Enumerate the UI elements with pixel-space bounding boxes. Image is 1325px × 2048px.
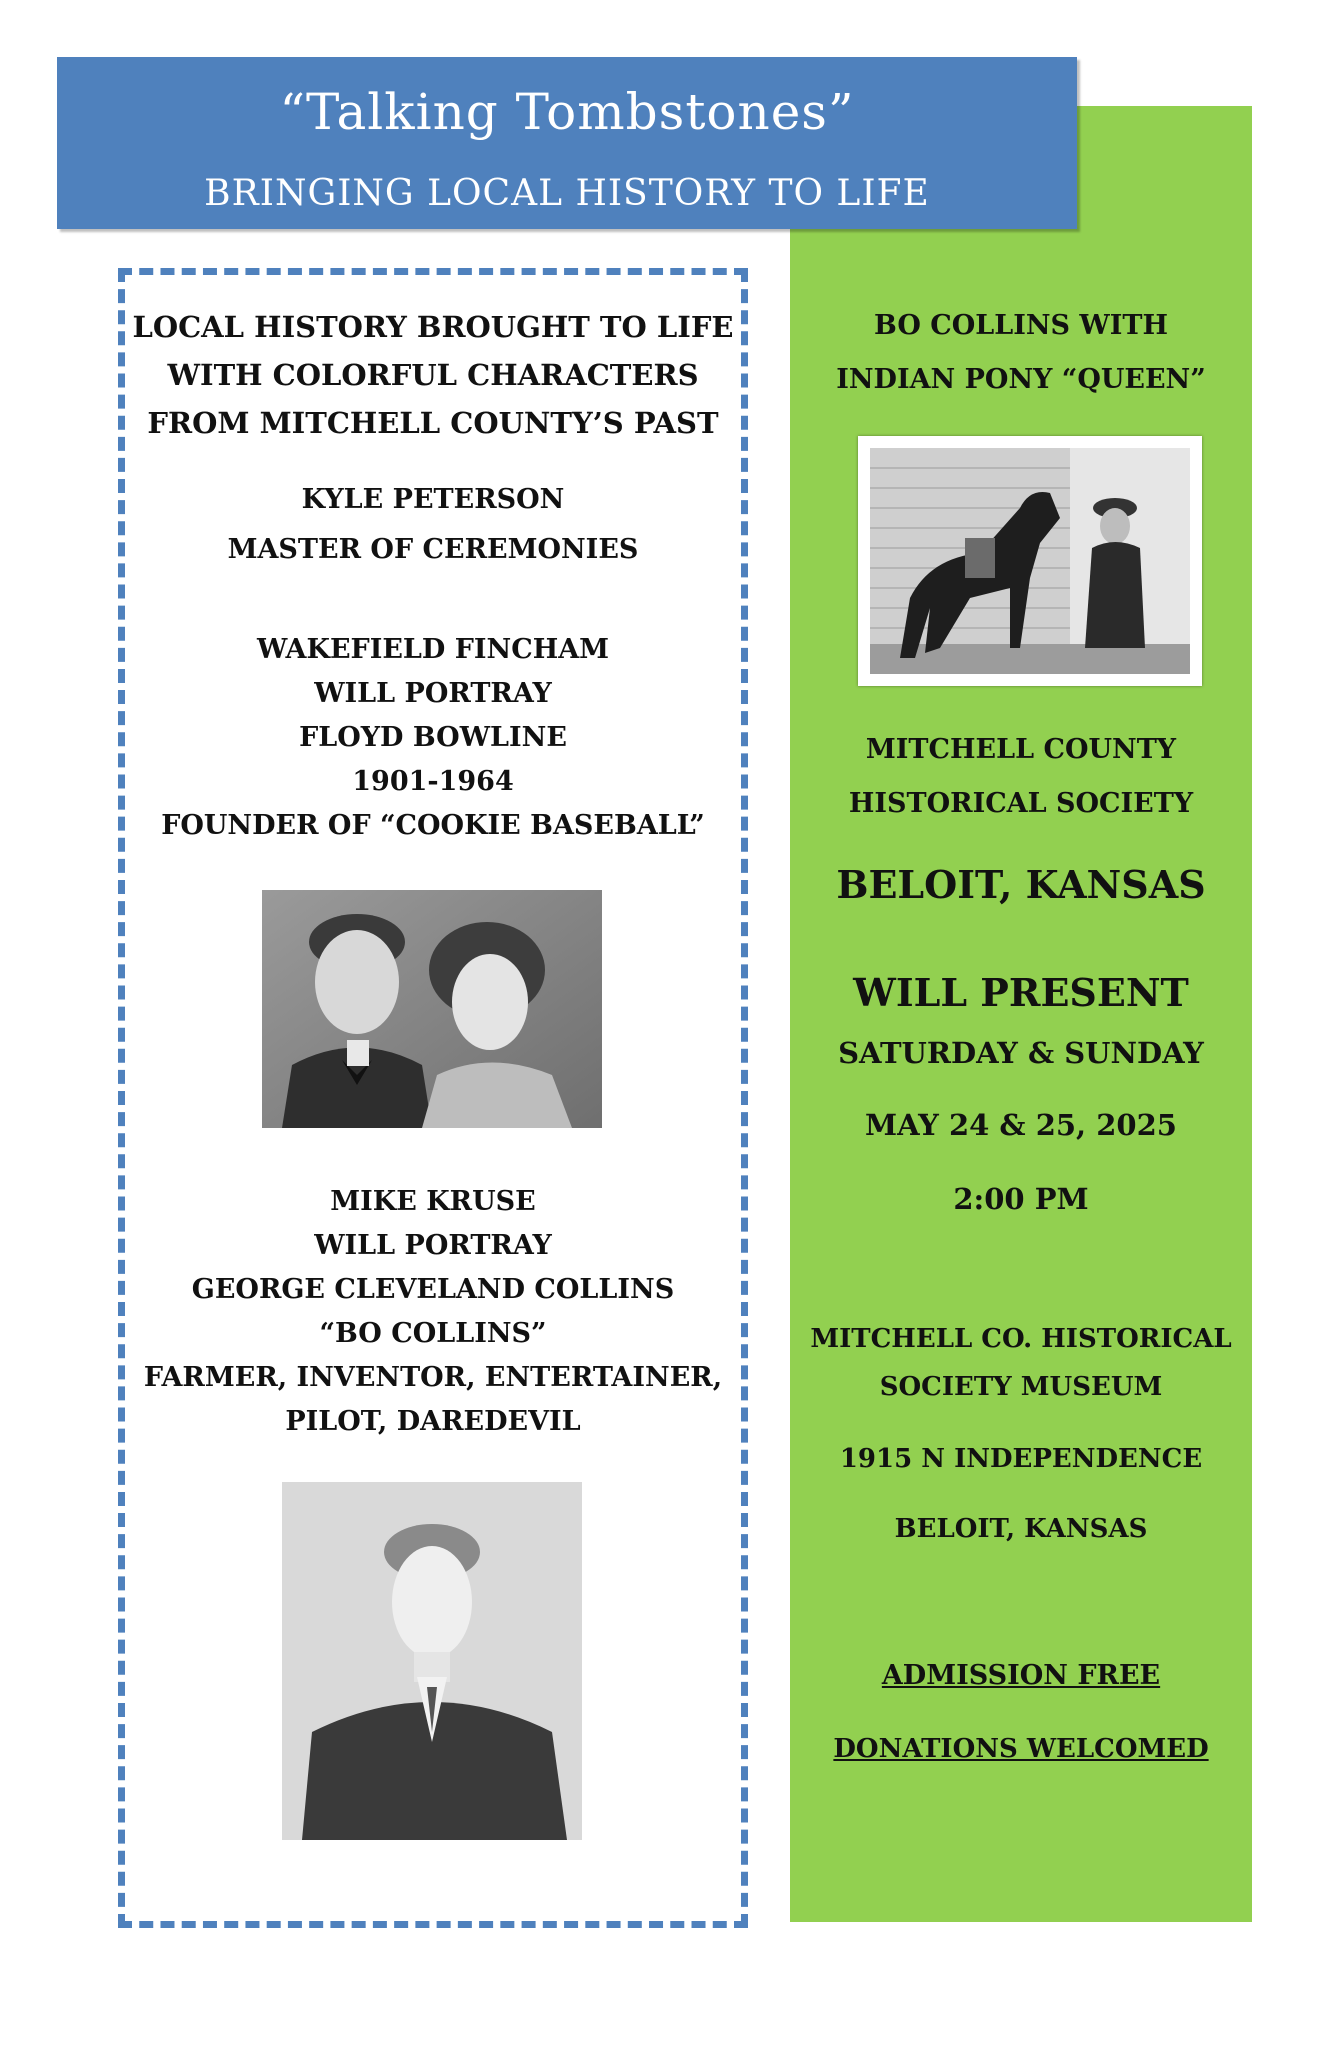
- event-time: 2:00 PM: [953, 1182, 1089, 1216]
- actor1-character: FLOYD BOWLINE: [299, 722, 567, 753]
- event-dates: MAY 24 & 25, 2025: [865, 1108, 1177, 1142]
- bo-collins-pony-photo: [858, 436, 1202, 686]
- mc-role: MASTER OF CEREMONIES: [227, 534, 639, 565]
- actor2-desc-line-1: FARMER, INVENTOR, ENTERTAINER,: [143, 1362, 723, 1393]
- title-banner: [57, 57, 1077, 229]
- actor1-name: WAKEFIELD FINCHAM: [256, 634, 610, 665]
- actor2-desc-line-2: PILOT, DAREDEVIL: [285, 1406, 581, 1437]
- flyer-title: “Talking Tombstones”: [279, 83, 855, 141]
- actor2-nickname: “BO COLLINS”: [319, 1318, 547, 1349]
- bo-collins-portrait: [282, 1482, 582, 1840]
- venue-address: 1915 N INDEPENDENCE: [839, 1444, 1203, 1474]
- actor2-name: MIKE KRUSE: [330, 1186, 536, 1217]
- will-present: WILL PRESENT: [853, 970, 1189, 1015]
- mc-name: KYLE PETERSON: [301, 484, 565, 515]
- venue-line-1: MITCHELL CO. HISTORICAL: [810, 1324, 1232, 1354]
- pony-caption-line-2: INDIAN PONY “QUEEN”: [836, 364, 1206, 395]
- photo-bo-collins-pony-icon: [870, 448, 1190, 674]
- event-days: SATURDAY & SUNDAY: [838, 1036, 1204, 1070]
- venue-line-2: SOCIETY MUSEUM: [879, 1372, 1163, 1402]
- flyer-subtitle: BRINGING LOCAL HISTORY TO LIFE: [204, 173, 930, 214]
- intro-line-1: LOCAL HISTORY BROUGHT TO LIFE: [132, 310, 734, 344]
- intro-line-3: FROM MITCHELL COUNTY’S PAST: [147, 406, 719, 440]
- org-line-1: MITCHELL COUNTY: [865, 734, 1177, 765]
- couple-photo: [262, 890, 602, 1128]
- actor2-character: GEORGE CLEVELAND COLLINS: [191, 1274, 675, 1305]
- actor1-note: FOUNDER OF “COOKIE BASEBALL”: [161, 810, 705, 841]
- photo-bo-collins-portrait-icon: [282, 1482, 582, 1840]
- pony-caption-line-1: BO COLLINS WITH: [874, 310, 1168, 341]
- actor2-portray: WILL PORTRAY: [314, 1230, 552, 1261]
- intro-line-2: WITH COLORFUL CHARACTERS: [167, 358, 699, 392]
- actor1-portray: WILL PORTRAY: [314, 678, 552, 709]
- venue-city: BELOIT, KANSAS: [894, 1514, 1148, 1544]
- admission-note: ADMISSION FREE: [881, 1660, 1161, 1691]
- org-city: BELOIT, KANSAS: [836, 862, 1206, 907]
- photo-couple-icon: [262, 890, 602, 1128]
- donations-note: DONATIONS WELCOMED: [833, 1734, 1209, 1764]
- org-line-2: HISTORICAL SOCIETY: [848, 788, 1194, 819]
- actor1-years: 1901-1964: [352, 766, 514, 797]
